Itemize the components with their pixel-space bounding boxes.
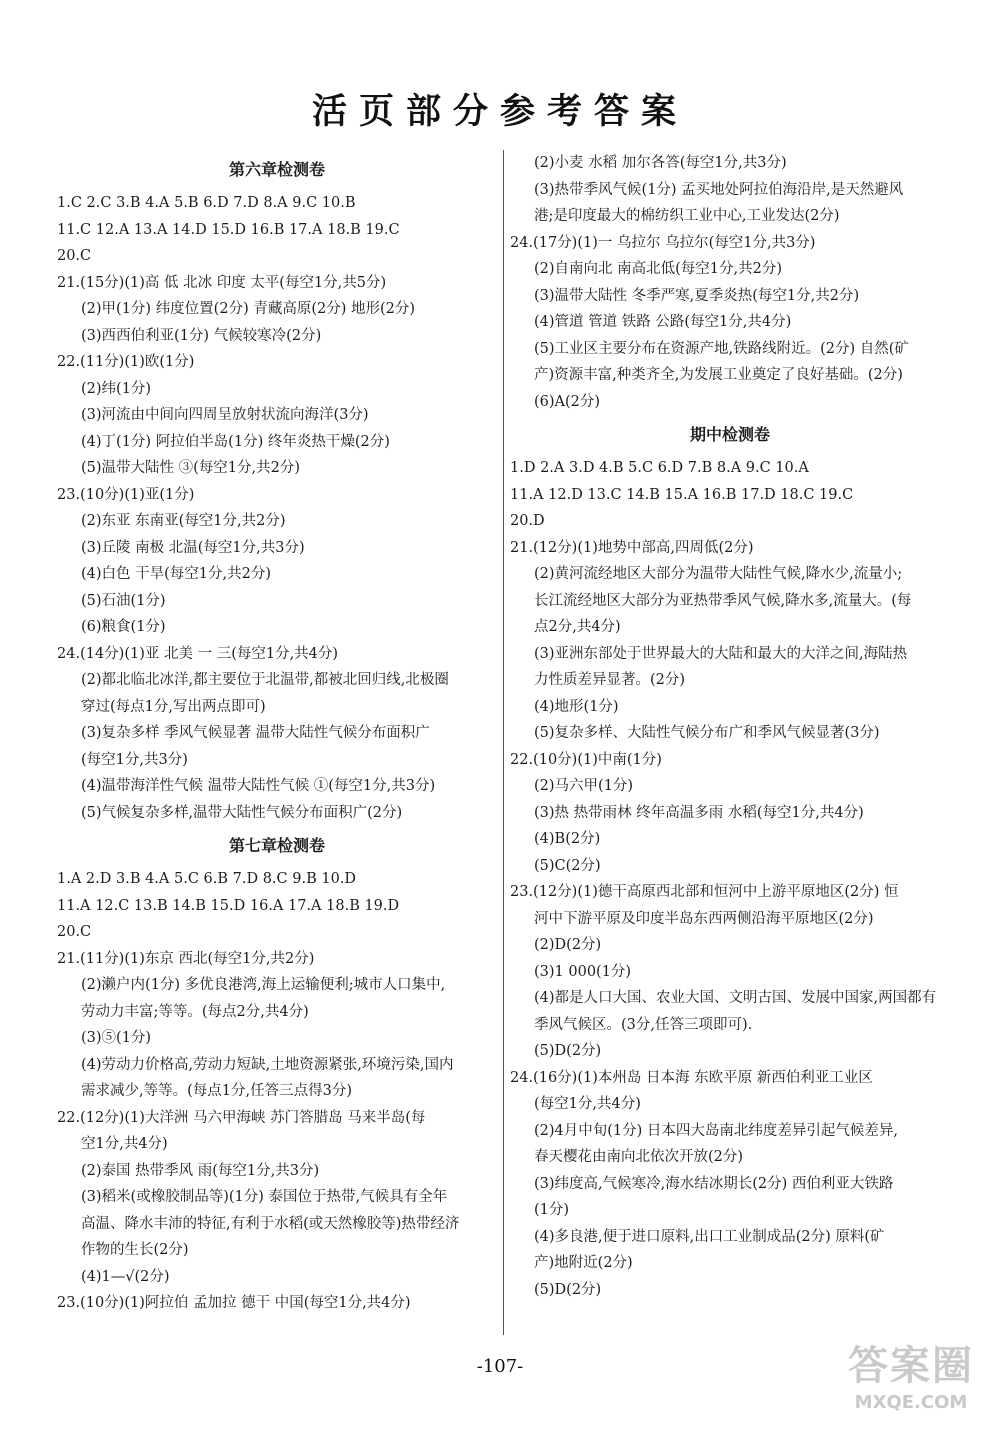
answer-line: (5)工业区主要分布在资源产地,铁路线附近。(2分) 自然(矿 bbox=[534, 340, 909, 357]
answer-line: (4)丁(1分) 阿拉伯半岛(1分) 终年炎热干燥(2分) bbox=[81, 433, 390, 450]
answer-line: 11.A 12.C 13.B 14.B 15.D 16.A 17.A 18.B 19.D bbox=[57, 897, 400, 914]
answer-line: 23.(10分)(1)亚(1分) bbox=[57, 486, 195, 503]
answer-line: (4)温带海洋性气候 温带大陆性气候 ①(每空1分,共3分) bbox=[81, 778, 436, 794]
answer-line: (6)A(2分) bbox=[534, 393, 601, 410]
watermark-chars: 答案圈 bbox=[848, 1343, 974, 1389]
watermark-url: MXQE.COM bbox=[854, 1392, 968, 1413]
answer-line: (5)D(2分) bbox=[534, 1043, 602, 1059]
answer-line: 劳动力丰富;等等。(每点2分,共4分) bbox=[81, 1003, 309, 1020]
section-heading: 第六章检测卷 bbox=[228, 160, 325, 179]
section-heading: 期中检测卷 bbox=[689, 425, 770, 444]
answer-line: 21.(15分)(1)高 低 北冰 印度 太平(每空1分,共5分) bbox=[57, 274, 387, 291]
answer-line: (3)⑤(1分) bbox=[81, 1030, 152, 1046]
answer-line: (每空1分,共3分) bbox=[81, 751, 188, 768]
answer-line: (3)西西伯利亚(1分) 气候较寒冷(2分) bbox=[81, 327, 322, 344]
answer-line: 春天樱花由南向北依次开放(2分) bbox=[534, 1149, 744, 1165]
answer-line: (2)自南向北 南高北低(每空1分,共2分) bbox=[534, 261, 783, 277]
answer-line: 长江流经地区大部分为亚热带季风气候,降水多,流量大。(每 bbox=[534, 592, 912, 609]
left-column bbox=[57, 150, 497, 1317]
answer-line: (4)多良港,便于进口原料,出口工业制成品(2分) 原料(矿 bbox=[534, 1228, 885, 1245]
answer-line: (3)1 000(1分) bbox=[534, 963, 632, 980]
answer-line: (2)甲(1分) 纬度位置(2分) 青藏高原(2分) 地形(2分) bbox=[81, 301, 416, 317]
answer-line: 21.(12分)(1)地势中部高,四周低(2分) bbox=[510, 539, 754, 556]
answer-line: 力性质差异显著。(2分) bbox=[534, 672, 686, 688]
answer-line: (5)石油(1分) bbox=[81, 592, 166, 609]
answer-line: 1.C 2.C 3.B 4.A 5.B 6.D 7.D 8.A 9.C 10.B bbox=[57, 195, 356, 211]
answer-line: 23.(10分)(1)阿拉伯 孟加拉 德干 中国(每空1分,共4分) bbox=[57, 1295, 411, 1311]
answer-line: (3)温带大陆性 冬季严寒,夏季炎热(每空1分,共2分) bbox=[534, 287, 860, 304]
answer-line: 22.(10分)(1)中南(1分) bbox=[510, 751, 662, 768]
answer-line: (4)都是人口大国、农业大国、文明古国、发展中国家,两国都有 bbox=[534, 990, 937, 1006]
answer-line: (2)东亚 东南亚(每空1分,共2分) bbox=[81, 513, 286, 529]
answer-line: (2)泰国 热带季风 雨(每空1分,共3分) bbox=[81, 1162, 320, 1179]
answer-line: 穿过(每点1分,写出两点即可) bbox=[81, 698, 266, 715]
page-number: -107- bbox=[476, 1356, 524, 1377]
answer-line: (3)热 热带雨林 终年高温多雨 水稻(每空1分,共4分) bbox=[534, 804, 864, 821]
answer-line: (4)地形(1分) bbox=[534, 698, 619, 715]
answer-line: 作物的生长(2分) bbox=[81, 1242, 189, 1258]
answer-line: (3)亚洲东部处于世界最大的大陆和最大的大洋之间,海陆热 bbox=[534, 645, 908, 662]
answer-line: (4)B(2分) bbox=[534, 831, 601, 847]
answer-line: (2)小麦 水稻 加尔各答(每空1分,共3分) bbox=[534, 155, 787, 171]
answer-line: 需求减少,等等。(每点1分,任答三点得3分) bbox=[81, 1083, 352, 1099]
answer-line: (2)马六甲(1分) bbox=[534, 778, 634, 794]
answer-line: (5)C(2分) bbox=[534, 857, 601, 874]
answer-line: 11.A 12.D 13.C 14.B 15.A 16.B 17.D 18.C 19.C bbox=[510, 486, 854, 503]
answer-line: (3)河流由中间向四周呈放射状流向海洋(3分) bbox=[81, 407, 369, 423]
right-column bbox=[510, 150, 950, 1303]
column-divider bbox=[503, 150, 504, 1335]
answer-line: 11.C 12.A 13.A 14.D 15.D 16.B 17.A 18.B 19.C bbox=[57, 221, 400, 238]
answer-line: (2)都北临北冰洋,都主要位于北温带,都被北回归线,北极圈 bbox=[81, 672, 449, 688]
answer-line: 20.D bbox=[510, 513, 545, 529]
answer-line: (3)纬度高,气候寒冷,海水结冰期长(2分) 西伯利亚大铁路 bbox=[534, 1175, 894, 1192]
answer-line: 河中下游平原及印度半岛东西两侧沿海平原地区(2分) bbox=[534, 910, 874, 927]
answer-line: 24.(17分)(1)一 乌拉尔 乌拉尔(每空1分,共3分) bbox=[510, 234, 816, 251]
answer-line: 点2分,共4分) bbox=[534, 619, 621, 635]
page-title: 活页部分参考答案 bbox=[311, 91, 688, 132]
watermark-logo bbox=[836, 1340, 986, 1428]
answer-line: 高温、降水丰沛的特征,有利于水稻(或天然橡胶等)热带经济 bbox=[81, 1215, 460, 1232]
answer-line: 1.D 2.A 3.D 4.B 5.C 6.D 7.B 8.A 9.C 10.A bbox=[510, 460, 809, 476]
answer-line: 产)资源丰富,种类齐全,为发展工业奠定了良好基础。(2分) bbox=[534, 367, 903, 383]
answer-line: 23.(12分)(1)德干高原西北部和恒河中上游平原地区(2分) 恒 bbox=[510, 884, 899, 900]
answer-line: 22.(11分)(1)欧(1分) bbox=[57, 354, 195, 370]
section-heading: 第七章检测卷 bbox=[228, 836, 325, 855]
answer-line: (1分) bbox=[534, 1202, 570, 1218]
answer-line: (3)热带季风气候(1分) 孟买地处阿拉伯海沿岸,是天然避风 bbox=[534, 181, 904, 198]
answer-line: (3)复杂多样 季风气候显著 温带大陆性气候分布面积广 bbox=[81, 725, 430, 741]
answer-line: (2)纬(1分) bbox=[81, 380, 152, 397]
answer-line: 24.(14分)(1)亚 北美 一 三(每空1分,共4分) bbox=[57, 645, 339, 662]
answer-line: (每空1分,共4分) bbox=[534, 1096, 641, 1112]
answer-line: 20.C bbox=[57, 248, 92, 264]
answer-line: (2)4月中旬(1分) 日本四大岛南北纬度差异引起气候差异, bbox=[534, 1122, 899, 1139]
answer-line: (4)白色 干旱(每空1分,共2分) bbox=[81, 566, 272, 582]
answer-line: (4)劳动力价格高,劳动力短缺,土地资源紧张,环境污染,国内 bbox=[81, 1056, 454, 1073]
answer-line: (2)D(2分) bbox=[534, 937, 602, 953]
answer-line: 空1分,共4分) bbox=[81, 1136, 168, 1152]
answer-line: 20.C bbox=[57, 924, 92, 940]
answer-line: (4)管道 管道 铁路 公路(每空1分,共4分) bbox=[534, 314, 792, 330]
answer-line: 24.(16分)(1)本州岛 日本海 东欧平原 新西伯利亚工业区 bbox=[510, 1069, 873, 1086]
answer-line: (5)气候复杂多样,温带大陆性气候分布面积广(2分) bbox=[81, 804, 403, 821]
answer-line: (2)黄河流经地区大部分为温带大陆性气候,降水少,流量小; bbox=[534, 566, 903, 582]
answer-line: (4)1—√(2分) bbox=[81, 1268, 170, 1285]
answer-line: (6)粮食(1分) bbox=[81, 619, 166, 635]
answer-line: (5)温带大陆性 ③(每空1分,共2分) bbox=[81, 460, 301, 476]
answer-line: (2)濑户内(1分) 多优良港湾,海上运输便利;城市人口集中, bbox=[81, 977, 446, 993]
answer-line: 季风气候区。(3分,任答三项即可). bbox=[534, 1016, 753, 1033]
answer-line: 22.(12分)(1)大洋洲 马六甲海峡 苏门答腊岛 马来半岛(每 bbox=[57, 1109, 426, 1126]
answer-line: 21.(11分)(1)东京 西北(每空1分,共2分) bbox=[57, 950, 315, 967]
answer-line: (3)丘陵 南极 北温(每空1分,共3分) bbox=[81, 539, 305, 556]
answer-line: (3)稻米(或橡胶制品等)(1分) 泰国位于热带,气候具有全年 bbox=[81, 1189, 448, 1205]
answer-line: 产)地附近(2分) bbox=[534, 1255, 633, 1271]
answer-line: 港;是印度最大的棉纺织工业中心,工业发达(2分) bbox=[534, 208, 840, 224]
answer-line: (5)复杂多样、大陆性气候分布广和季风气候显著(3分) bbox=[534, 725, 880, 741]
answer-line: (5)D(2分) bbox=[534, 1281, 602, 1298]
answer-line: 1.A 2.D 3.B 4.A 5.C 6.B 7.D 8.C 9.B 10.D bbox=[57, 871, 357, 887]
